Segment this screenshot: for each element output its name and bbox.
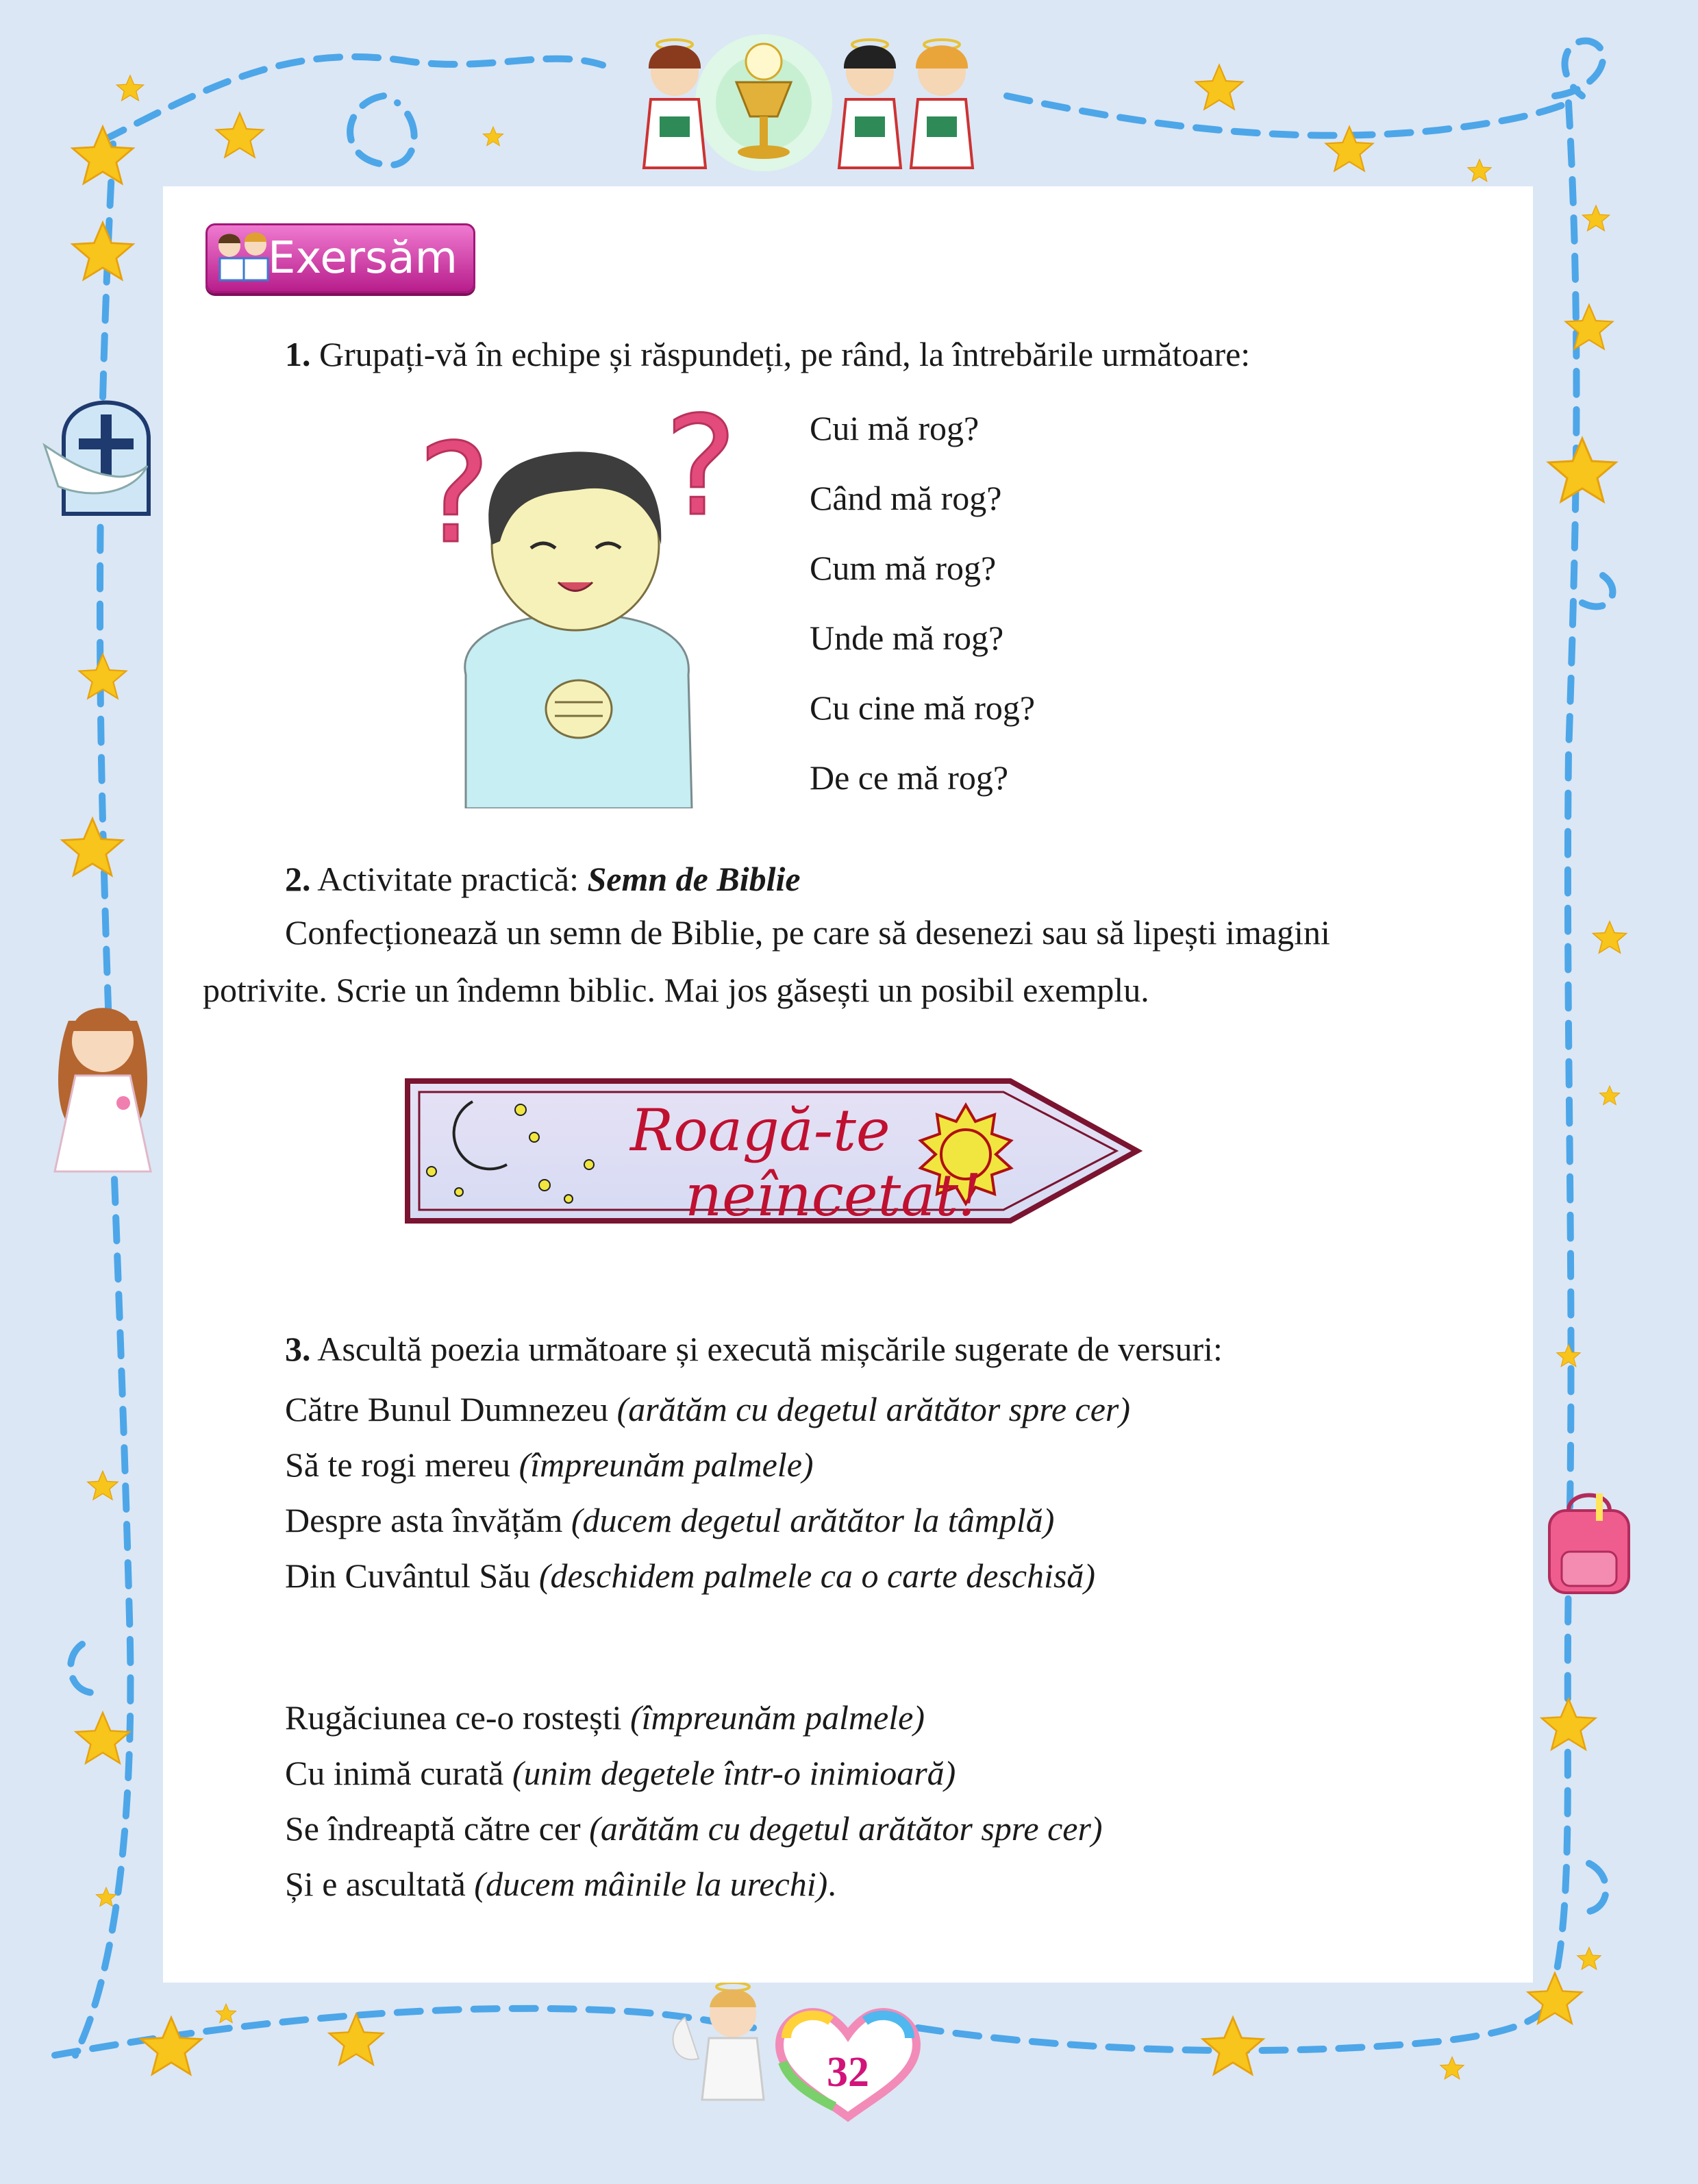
exercise-3-text: Ascultă poezia următoare și execută mișcările sugerate de versuri: <box>310 1330 1223 1368</box>
exercise-2-title-prefix: Activitate practică: <box>310 860 588 898</box>
poem-verse <box>285 1443 814 1486</box>
poem-verse <box>285 1388 1130 1430</box>
verse-action: (arătăm cu degetul arătător spre cer) <box>589 1809 1103 1848</box>
exercise-2-title <box>285 858 801 900</box>
poem-verse <box>285 1696 925 1739</box>
exercise-1-instruction <box>285 333 1250 375</box>
verse-action: (împreunăm palmele) <box>629 1698 925 1737</box>
verse-text: Cu inimă curată <box>285 1754 512 1792</box>
verse-action: (arătăm cu degetul arătător spre cer) <box>616 1390 1131 1428</box>
exercise-1-text: Grupați-vă în echipe și răspundeți, pe rând, la întrebările următoare: <box>310 335 1251 373</box>
verse-action: (ducem mâinile la urechi) <box>474 1865 828 1903</box>
verse-text: Rugăciunea ce-o rostești <box>285 1698 630 1737</box>
question-3: Cum mă rog? <box>810 549 997 587</box>
poem-verse <box>285 1499 1054 1541</box>
verse-action: (împreunăm palmele) <box>519 1445 814 1484</box>
exercise-3-instruction <box>285 1328 1223 1370</box>
page-number: 32 <box>827 2049 869 2096</box>
exercise-2-title-italic: Semn de Biblie <box>587 860 801 898</box>
poem-verse <box>285 1752 956 1794</box>
section-badge-label: Exersăm <box>268 233 458 284</box>
svg-text:?: ? <box>418 414 491 574</box>
verse-text: Se îndreaptă către cer <box>285 1809 590 1848</box>
poem-verse <box>285 1554 1095 1597</box>
bookmark-text-line-1: Roagă-te <box>630 1097 890 1164</box>
exercise-3-number: 3. <box>285 1330 311 1368</box>
exercise-2-line-2: potrivite. Scrie un îndemn biblic. Mai jos găsești un posibil exemplu. <box>203 971 1149 1009</box>
poem-verse <box>285 1807 1103 1850</box>
exercise-2-line-1: Confecționează un semn de Biblie, pe care să desenezi sau să lipești imagini <box>285 913 1330 952</box>
verse-end: . <box>827 1865 836 1903</box>
question-6: De ce mă rog? <box>810 758 1009 797</box>
svg-text:?: ? <box>664 397 738 547</box>
section-badge <box>205 223 475 293</box>
verse-action: (deschidem palmele ca o carte deschisă) <box>538 1556 1096 1595</box>
bookmark-text-line-2: neîncetat! <box>685 1162 982 1229</box>
verse-action: (unim degetele într-o inimioară) <box>512 1754 956 1792</box>
question-5: Cu cine mă rog? <box>810 688 1036 727</box>
thinking-boy-illustration <box>390 397 760 808</box>
verse-action: (ducem degetul arătător la tâmplă) <box>571 1501 1055 1539</box>
poem-verse <box>285 1863 836 1905</box>
question-4: Unde mă rog? <box>810 619 1004 657</box>
question-2: Când mă rog? <box>810 479 1002 517</box>
exercise-2-number: 2. <box>285 860 311 898</box>
verse-text: Și e ascultată <box>285 1865 475 1903</box>
exercise-1-number: 1. <box>285 335 311 373</box>
question-1: Cui mă rog? <box>810 409 979 447</box>
verse-text: Să te rogi mereu <box>285 1445 519 1484</box>
verse-text: Din Cuvântul Său <box>285 1556 539 1595</box>
verse-text: Către Bunul Dumnezeu <box>285 1390 617 1428</box>
verse-text: Despre asta învățăm <box>285 1501 571 1539</box>
